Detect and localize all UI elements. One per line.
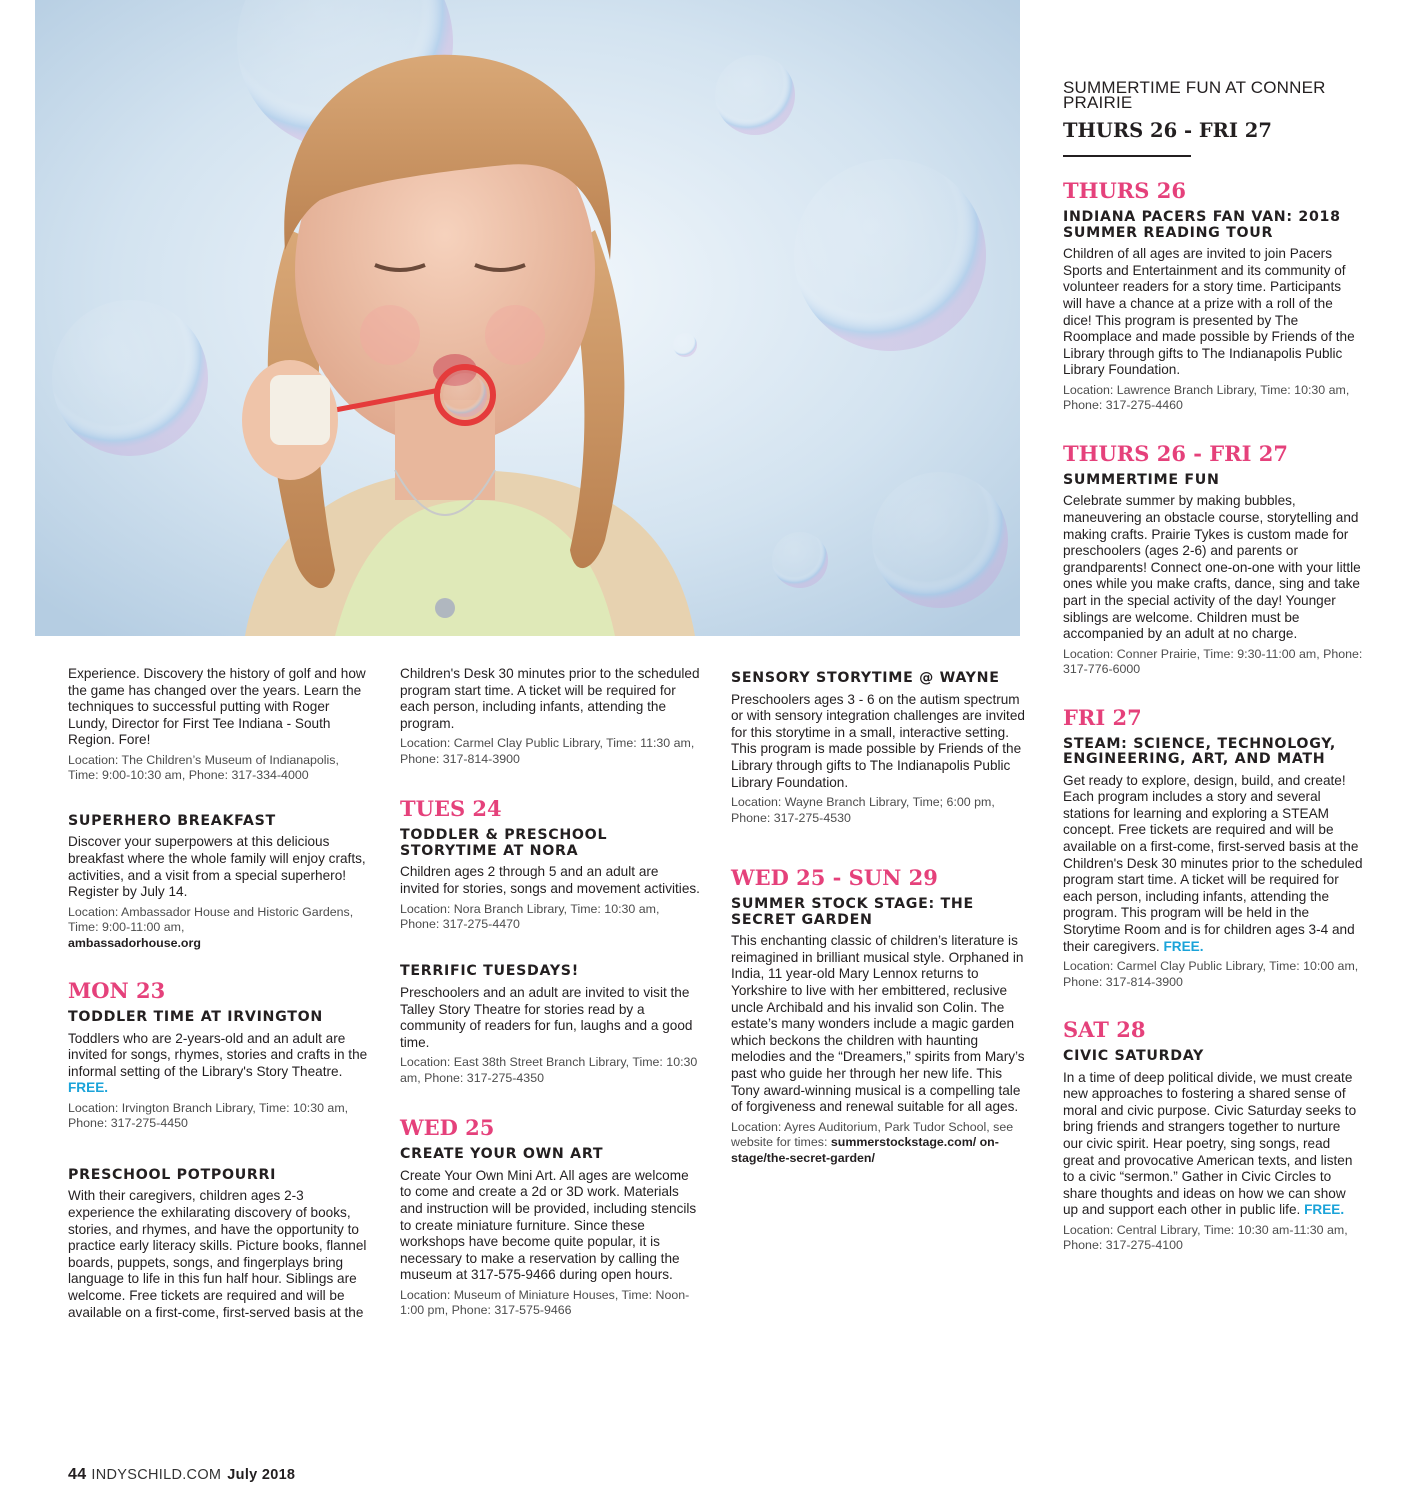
summerstockstage-link[interactable]: summerstockstage.com/ on-stage/the-secret-garden/	[731, 1135, 999, 1165]
steam-event	[1063, 737, 1363, 991]
sidebar-divider	[1063, 155, 1191, 157]
sidebar-date: THURS 26 - FRI 27	[1063, 119, 1272, 142]
event-location: Location: Conner Prairie, Time: 9:30-11:00 am, Phone: 317-776-6000	[1063, 646, 1363, 677]
location-text: Location: Ambassador House and Historic Gardens, Time: 9:00-11:00 am,	[68, 904, 354, 935]
sidebar-kicker: SUMMERTIME FUN AT CONNER PRAIRIE	[1063, 78, 1326, 112]
event-title: TERRIFIC TUESDAYS!	[400, 963, 579, 980]
description-text: In a time of deep political divide, we must create new approaches to fostering a shared sense of moral and civic purpose. Civic Saturday seeks to bring friends and strangers together to nurture our civic spirit. Hear poetry, sing songs, read great and provocative American texts, and listen to a civic “sermon.” Gather in Civic Circles to share thoughts and ideas on how we can show up and support each other in public life.	[1063, 1069, 1357, 1218]
event-title: SENSORY STORYTIME @ WAYNE	[731, 670, 1000, 686]
day-heading-mon23: MON 23	[68, 977, 166, 1003]
event-title: TODDLER TIME AT IRVINGTON	[68, 1008, 323, 1025]
event-description: Celebrate summer by making bubbles, maneuvering an obstacle course, storytelling and making crafts. Prairie Tykes is custom made for preschoolers (ages 2-6) and parents or grandparents! Connect one-on-one with your little ones while you make crafts, dance, sing and take part in the special activity of the day! Younger siblings are welcome. Children must be accompanied by an adult at no charge.	[1063, 493, 1361, 642]
event-title: CIVIC SATURDAY	[1063, 1048, 1204, 1065]
event-location: Location: Carmel Clay Public Library, Time: 10:00 am, Phone: 317-814-3900	[1063, 959, 1359, 989]
pacers-fan-van-event	[1063, 210, 1363, 414]
potpourri-continued	[400, 666, 700, 767]
event-location: Location: Central Library, Time: 10:30 am-11:30 am, Phone: 317-275-4100	[1063, 1222, 1348, 1253]
golf-event-continued	[68, 666, 368, 784]
free-badge: FREE.	[1304, 1202, 1345, 1218]
preschool-potpourri-event	[68, 1168, 368, 1321]
event-description: This enchanting classic of children’s literature is reimagined in brilliant musical style. Orphaned in India, 11 year-old Mary Lennox returns to Yorkshire to live with her embittered, reclusive uncle Archibald and his invalid son Colin. The estate’s many wonders include a magic garden which beckons the children with haunting melodies and the “Dreamers,” spirits from Mary’s past who guide her through her new life. This Tony award-winning musical is a compelling tale of forgiveness and renewal suitable for all ages.	[731, 933, 1025, 1115]
day-heading-tues24: TUES 24	[400, 796, 502, 822]
create-your-own-art-event	[400, 1147, 700, 1319]
event-title: INDIANA PACERS FAN VAN: 2018 SUMMER READING TOUR	[1063, 209, 1341, 241]
hero-photo	[35, 0, 1020, 636]
event-description	[68, 1031, 368, 1097]
day-heading-thurs26-fri27: THURS 26 - FRI 27	[1063, 440, 1288, 466]
summertime-fun-event	[1063, 473, 1363, 678]
issue-date: July 2018	[227, 1467, 296, 1483]
event-description: Experience. Discovery the history of golf and how the game has changed over the years. Learn the techniques to successful putting with Roger Lundy, Director for First Tee Indiana - South Region. Fore!	[68, 666, 366, 748]
event-description: Children's Desk 30 minutes prior to the scheduled program start time. A ticket will be required for each person, including infants, attending the program.	[400, 666, 700, 731]
event-description: Preschoolers ages 3 - 6 on the autism spectrum or with sensory integration challenges are invited for this storytime in a small, interactive setting. This program is made possible by Friends of the Library through gifts to The Indianapolis Public Library Foundation.	[731, 691, 1025, 790]
event-location: Location: Irvington Branch Library, Time: 10:30 am, Phone: 317-275-4450	[68, 1100, 349, 1131]
event-description: Discover your superpowers at this delicious breakfast where the whole family will enjoy crafts, activities, and a visit from a special superhero! Register by July 14.	[68, 834, 366, 900]
column-1	[68, 666, 368, 1321]
event-title: SUPERHERO BREAKFAST	[68, 812, 276, 829]
secret-garden-event	[731, 897, 1031, 1166]
event-location	[731, 1120, 1031, 1166]
event-title: PRESCHOOL POTPOURRI	[68, 1166, 277, 1183]
event-location: Location: Museum of Miniature Houses, Time: Noon-1:00 pm, Phone: 317-575-9466	[400, 1287, 690, 1318]
event-location: Location: The Children’s Museum of Indianapolis, Time: 9:00-10:30 am, Phone: 317-334-4000	[68, 752, 339, 783]
page-number: 44	[68, 1466, 87, 1483]
column-3	[731, 671, 1031, 1166]
event-title: CREATE YOUR OWN ART	[400, 1146, 604, 1163]
event-description: Children of all ages are invited to join Pacers Sports and Entertainment and its community of volunteer readers for a story time. Participants will have a chance at a prize with a roll of the dice! This program is presented by The Roomplace and made possible by Friends of the Library through gifts to The Indianapolis Public Library Foundation.	[1063, 246, 1355, 378]
event-location: Location: Wayne Branch Library, Time; 6:00 pm, Phone: 317-275-4530	[731, 795, 995, 825]
free-badge: FREE.	[68, 1080, 109, 1096]
superhero-breakfast-event	[68, 814, 368, 951]
event-location: Location: East 38th Street Branch Library, Time: 10:30 am, Phone: 317-275-4350	[400, 1055, 698, 1085]
day-heading-thurs26: THURS 26	[1063, 178, 1186, 203]
day-heading-wed25-sun29: WED 25 - SUN 29	[731, 864, 938, 890]
event-title: TODDLER & PRESCHOOL STORYTIME AT NORA	[400, 827, 608, 859]
civic-saturday-event	[1063, 1049, 1363, 1254]
event-description	[1063, 1070, 1363, 1219]
event-description	[1063, 773, 1363, 956]
toddler-time-event	[68, 1010, 368, 1132]
day-heading-wed25: WED 25	[400, 1115, 495, 1141]
nora-storytime-event	[400, 828, 700, 932]
event-description: Children ages 2 through 5 and an adult are invited for stories, songs and movement activities.	[400, 864, 700, 896]
description-text: Get ready to explore, design, build, and create! Each program includes a story and several stations for learning and exploring a STEAM concept. Free tickets are required and will be available on a first-come, first-served basis at the Children's Desk 30 minutes prior to the scheduled program start time. A ticket will be required for each person, including infants, attending the program. This program will be held in the Storytime Room and is for children ages 3-4 and their caregivers.	[1063, 772, 1363, 954]
event-title: STEAM: SCIENCE, TECHNOLOGY, ENGINEERING, ART, AND MATH	[1063, 735, 1336, 768]
event-description: Create Your Own Mini Art. All ages are welcome to come and create a 2d or 3D work. Materials and instruction will be provided, including stencils to create miniature furniture. Since these workshops have become quite popular, it is necessary to make a reservation by calling the museum at 317-575-9466 during open hours.	[400, 1167, 697, 1283]
child-bubbles-illustration	[35, 0, 1020, 636]
event-description: With their caregivers, children ages 2-3 experience the exhilarating discovery of books, stories, and rhymes, and have the opportunity to practice early literacy skills. Picture books, flannel boards, puppets, songs, and fingerplays bring language to life in this fun half hour. Siblings are welcome. Free tickets are required and will be available on a first-come, first-served basis at the	[68, 1188, 367, 1320]
event-title: SUMMER STOCK STAGE: THE SECRET GARDEN	[731, 895, 974, 928]
sensory-storytime-event	[731, 671, 1031, 826]
sidebar-column	[1063, 80, 1363, 1254]
column-2	[400, 666, 700, 1319]
day-heading-fri27: FRI 27	[1063, 704, 1142, 730]
event-location: Location: Lawrence Branch Library, Time: 10:30 am, Phone: 317-275-4460	[1063, 382, 1350, 413]
event-title: SUMMERTIME FUN	[1063, 471, 1220, 488]
description-text: Toddlers who are 2-years-old and an adult are invited for songs, rhymes, stories and crafts in the informal setting of the Library's Story Theatre.	[68, 1030, 368, 1079]
event-location	[68, 905, 368, 951]
site-name: INDYSCHILD.COM	[91, 1467, 222, 1483]
event-description: Preschoolers and an adult are invited to visit the Talley Story Theatre for stories read by a community of readers for fun, laughs and a good time.	[400, 984, 693, 1050]
terrific-tuesdays-event	[400, 964, 700, 1086]
event-location: Location: Nora Branch Library, Time: 10:30 am, Phone: 317-275-4470	[400, 901, 660, 931]
ambassadorhouse-link[interactable]: ambassadorhouse.org	[68, 935, 201, 950]
free-badge: FREE.	[1163, 938, 1204, 954]
day-heading-sat28: SAT 28	[1063, 1017, 1146, 1043]
event-location: Location: Carmel Clay Public Library, Time: 11:30 am, Phone: 317-814-3900	[400, 736, 695, 766]
location-text: Location: Ayres Auditorium, Park Tudor School, see website for times:	[731, 1119, 1014, 1150]
page-footer	[68, 1466, 295, 1484]
